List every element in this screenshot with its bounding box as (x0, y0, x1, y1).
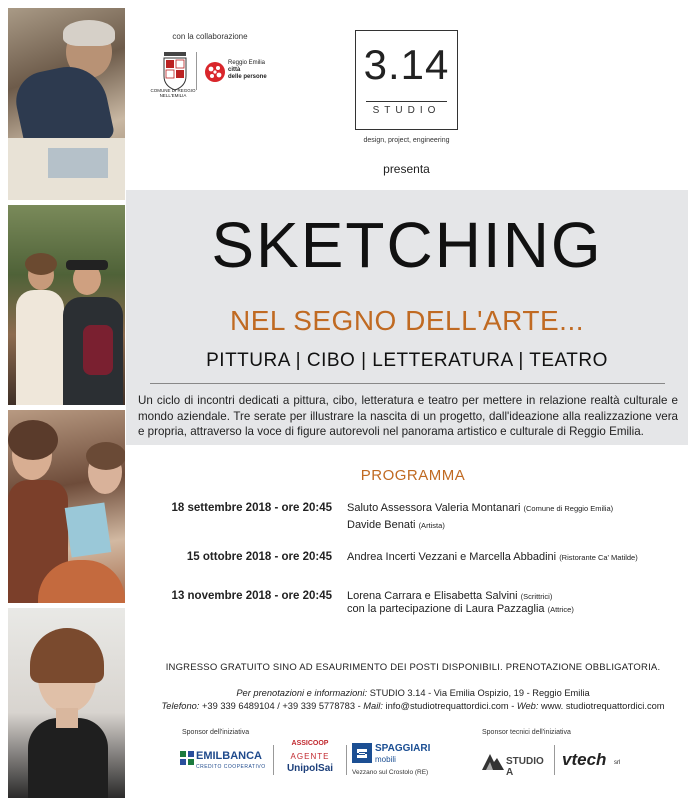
studio-number: 3.14 (363, 41, 450, 88)
vtech-suffix: srl (614, 760, 621, 766)
assicoop-name: ASSICOOP (291, 740, 329, 747)
event-speaker-name: con la partecipazione di Laura Pazzaglia (347, 603, 545, 615)
event-date: 18 settembre 2018 - ore 20:45 (171, 502, 332, 514)
event-speaker-name: Davide Benati (347, 519, 416, 531)
re-line-3: delle persone (228, 74, 267, 80)
event-speaker-name: Andrea Incerti Vezzani e Marcella Abbadini (347, 551, 557, 563)
unipolsai-name: UnipolSai (286, 763, 334, 774)
event-speaker-name: Saluto Assessora Valeria Montanari (347, 502, 521, 514)
spaggiari-name: SPAGGIARI (375, 743, 431, 754)
sponsor-divider (346, 745, 347, 775)
photo-women (8, 410, 125, 603)
banner-divider (150, 383, 665, 384)
web-label: Web: (516, 701, 539, 711)
spaggiari-icon (352, 743, 372, 763)
vtech-name: vtech (562, 750, 607, 769)
agente-label: AGENTE (290, 752, 330, 761)
emilbanca-name: EMILBANCA (196, 750, 262, 762)
reggio-emilia-text (228, 60, 267, 81)
event-speaker (347, 502, 613, 514)
studio-logo-rule (366, 101, 447, 102)
sponsor-divider (554, 745, 555, 775)
web-value[interactable]: www. studiotrequattordici.com (541, 701, 665, 711)
photo-column (8, 8, 125, 798)
emilbanca-logo (180, 747, 266, 777)
event-speaker-name: Lorena Carrara e Elisabetta Salvini (347, 590, 518, 602)
comune-crest-icon (158, 48, 192, 93)
collab-label: con la collaborazione (172, 32, 248, 41)
unipolsai-logo (280, 740, 342, 778)
event-tags: PITTURA | CIBO | LETTERATURA | TEATRO (206, 350, 608, 371)
programma-title: PROGRAMMA (360, 467, 466, 484)
spaggiari-place: Vezzano sul Crostolo (RE) (352, 769, 429, 776)
contacts-line: Telefono: +39 339 6489104 / +39 339 5778783 - Mail: info@studiotrequattordici.com - Web: www. studiotrequattordici.com (161, 701, 665, 711)
event-speaker (347, 603, 574, 615)
prenotazioni-label: Per prenotazioni e informazioni: (236, 688, 368, 698)
studioa-logo (482, 748, 546, 778)
presenta-label: presenta (383, 162, 430, 176)
mail-value[interactable]: info@studiotrequattordici.com (385, 701, 509, 711)
telefono-value: +39 339 6489104 / +39 339 5778783 (201, 701, 356, 711)
event-speaker-note: (Artista) (418, 521, 445, 530)
intro-paragraph: Un ciclo di incontri dedicati a pittura, cibo, letteratura e teatro per mettere in relazione realtà culturale e mondo aziendale. Tre serate per illustrare la nascita di un progetto, dall'ideazione alla realizzazione vera e propria, attraverso la voce di figure autorevoli nel panorama artistico e culturale di Reggio Emilia. (138, 394, 678, 438)
studioa-name: STUDIO A (506, 756, 544, 778)
prenotazioni-value: STUDIO 3.14 - Via Emilia Ospizio, 19 - Reggio Emilia (369, 688, 590, 698)
prenotazioni-line (126, 688, 700, 698)
photo-chef (8, 205, 125, 405)
event-speaker-note: (Scrittrici) (520, 592, 553, 601)
emilbanca-icon (180, 751, 194, 765)
event-title: SKETCHING (211, 209, 603, 281)
photo-actress (8, 608, 125, 798)
event-subtitle: NEL SEGNO DELL'ARTE... (229, 305, 584, 336)
event-date: 13 novembre 2018 - ore 20:45 (171, 590, 332, 602)
spaggiari-logo (352, 741, 432, 781)
telefono-label: Telefono: (161, 701, 200, 711)
event-speaker-note: (Ristorante Ca' Matilde) (559, 553, 638, 562)
sponsor-label: Sponsor dell'iniziativa (182, 729, 250, 736)
logo-divider (196, 52, 197, 90)
photo-painter (8, 8, 125, 200)
emilbanca-sub: CREDITO COOPERATIVO (196, 764, 266, 770)
studio-tagline: design, project, engineering (363, 137, 450, 144)
comune-name: COMUNE DI REGGIO NELL'EMILIA (150, 88, 196, 98)
ingresso-notice: INGRESSO GRATUITO SINO AD ESAURIMENTO DEI POSTI DISPONIBILI. PRENOTAZIONE OBBLIGATORIA. (165, 662, 661, 673)
event-speaker (347, 519, 445, 531)
sponsor-divider (273, 745, 274, 775)
spaggiari-sub: mobili (375, 755, 396, 764)
event-date: 15 ottobre 2018 - ore 20:45 (186, 551, 332, 563)
studio-word: STUDIO (372, 105, 441, 116)
event-speaker (347, 551, 638, 563)
event-speaker (347, 590, 552, 602)
event-speaker-note: (Attrice) (547, 605, 574, 614)
re-line-2: città (228, 67, 241, 73)
event-speaker-note: (Comune di Reggio Emilia) (523, 504, 614, 513)
tech-sponsor-label: Sponsor tecnici dell'iniziativa (482, 729, 571, 736)
vtech-logo (562, 750, 632, 778)
reggio-emilia-logo-icon (203, 60, 227, 84)
mail-label: Mail: (363, 701, 383, 711)
studio-logo (355, 30, 458, 130)
studioa-icon (482, 750, 504, 770)
re-line-1: Reggio Emilia (228, 60, 266, 66)
